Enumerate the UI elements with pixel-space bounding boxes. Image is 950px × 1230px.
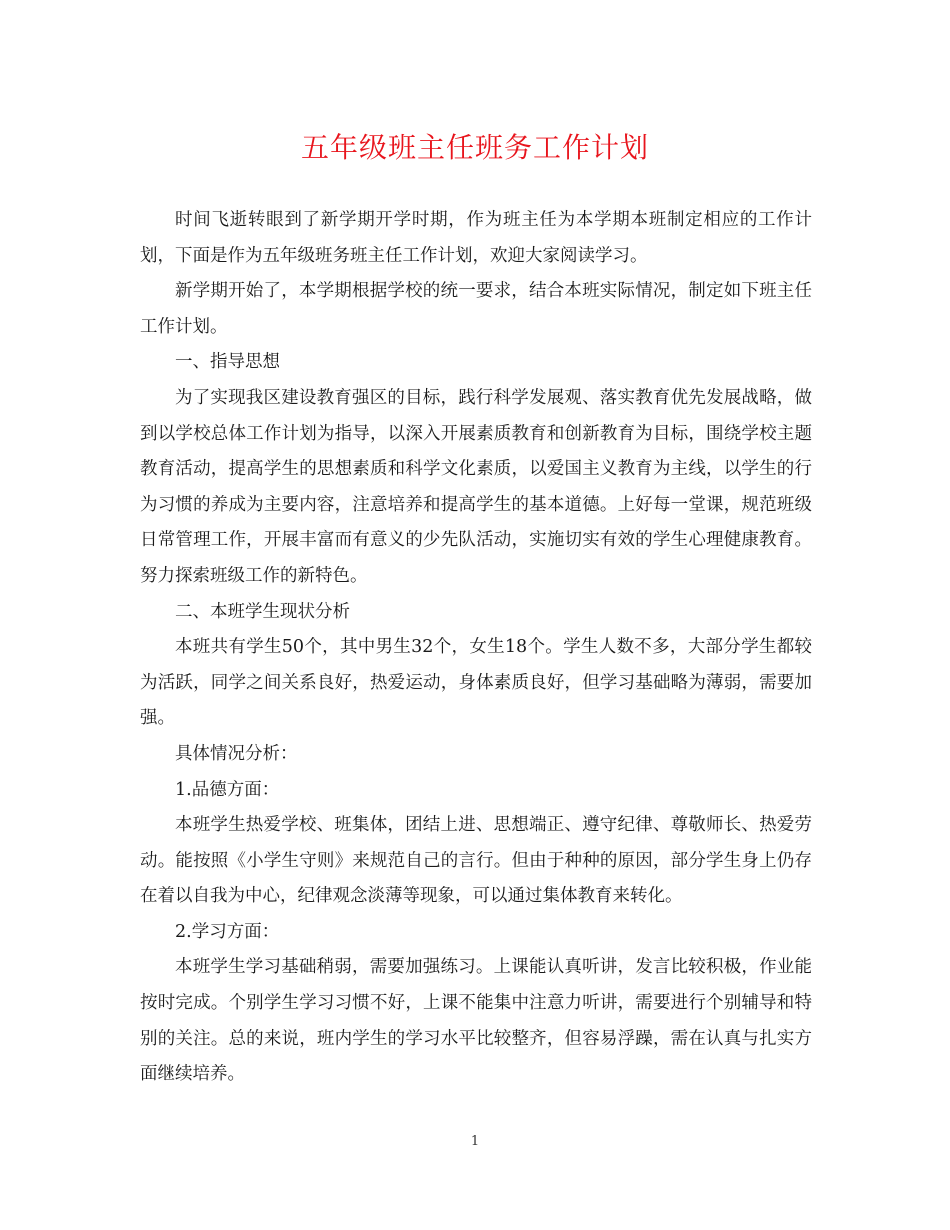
document-body (140, 203, 812, 1093)
paragraph-study-aspect: 本班学生学习基础稍弱，需要加强练习。上课能认真听讲，发言比较积极，作业能按时完成。个别学生学习习惯不好，上课不能集中注意力听讲，需要进行个别辅导和特别的关注。总的来说，班内学生的学习水平比较整齐，但容易浮躁，需在认真与扎实方面继续培养。 (140, 957, 812, 1085)
page-number: 1 (470, 1134, 480, 1149)
document-title: 五年级班主任班务工作计划 (300, 131, 649, 164)
subheading-study-aspect: 2.学习方面： (175, 921, 280, 942)
paragraph-moral-aspect: 本班学生热爱学校、班集体，团结上进、思想端正、遵守纪律、尊敬师长、热爱劳动。能按照《小学生守则》来规范自己的言行。但由于种种的原因，部分学生身上仍存在着以自我为中心，纪律观念淡薄等现象，可以通过集体教育来转化。 (140, 815, 812, 907)
subheading-specific-analysis: 具体情况分析： (175, 743, 298, 764)
paragraph-plan-statement: 新学期开始了，本学期根据学校的统一要求，结合本班实际情况，制定如下班主任工作计划。 (140, 281, 812, 337)
paragraph-intro: 时间飞逝转眼到了新学期开学时期，作为班主任为本学期本班制定相应的工作计划，下面是作为五年级班务班主任工作计划，欢迎大家阅读学习。 (140, 210, 812, 266)
section-heading-class-analysis: 二、本班学生现状分析 (175, 601, 350, 622)
paragraph-guiding-ideology: 为了实现我区建设教育强区的目标，践行科学发展观、落实教育优先发展战略，做到以学校总体工作计划为指导，以深入开展素质教育和创新教育为目标，围绕学校主题教育活动，提高学生的思想素质和科学文化素质，以爱国主义教育为主线，以学生的行为习惯的养成为主要内容，注意培养和提高学生的基本道德。上好每一堂课，规范班级日常管理工作，开展丰富而有意义的少先队活动，实施切实有效的学生心理健康教育。努力探索班级工作的新特色。 (140, 387, 812, 586)
section-heading-guiding-ideology: 一、指导思想 (175, 352, 280, 373)
paragraph-class-analysis: 本班共有学生50个，其中男生32个，女生18个。学生人数不多，大部分学生都较为活跃，同学之间关系良好，热爱运动，身体素质良好，但学习基础略为薄弱，需要加强。 (140, 637, 812, 729)
subheading-moral-aspect: 1.品德方面： (175, 779, 280, 800)
